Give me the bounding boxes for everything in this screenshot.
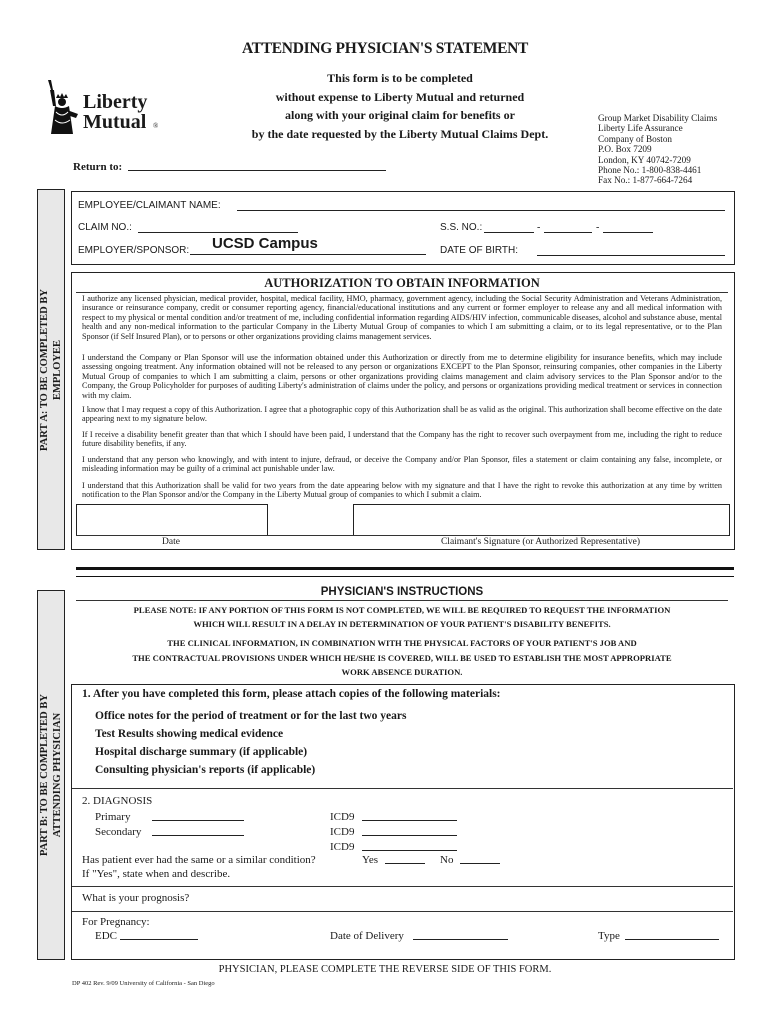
- ssn-part3-input[interactable]: [603, 220, 653, 233]
- authorization-paragraph: If I receive a disability benefit greater than that which I should have been paid, I understand that the Company has the right to recover such overpayment from me, including the right to reduce future disability benefits, if any.: [82, 430, 722, 449]
- intro-line: This form is to be completed: [327, 71, 473, 85]
- type-label: Type: [598, 930, 620, 942]
- part-a-side-label: [37, 189, 65, 550]
- claims-address: [598, 113, 717, 186]
- employer-value: UCSD Campus: [212, 235, 318, 252]
- physician-instructions-title: PHYSICIAN'S INSTRUCTIONS: [320, 586, 484, 598]
- dob-input[interactable]: [537, 243, 725, 256]
- diagnosis-heading: 2. DIAGNOSIS: [82, 795, 153, 807]
- section-divider: [76, 567, 734, 570]
- clinical-line: WORK ABSENCE DURATION.: [341, 667, 463, 677]
- signature-box[interactable]: [353, 504, 730, 536]
- authorization-paragraph: I understand that any person who knowingly, and with intent to injure, defraud, or deceive the Company and/or Plan Sponsor, files a statement or claim containing any false, incomplete, or misleading information may be guilty of a criminal act punishable under law.: [82, 455, 722, 474]
- clinical-line: THE CONTRACTUAL PROVISIONS UNDER WHICH HE/SHE IS COVERED, WILL BE USED TO ESTABLISH THE MOST APPROPRIATE: [132, 652, 672, 663]
- pregnancy-label: For Pregnancy:: [82, 916, 150, 928]
- claim-no-label: CLAIM NO.:: [78, 222, 132, 233]
- edc-input[interactable]: [120, 927, 198, 940]
- ssn-part2-input[interactable]: [544, 220, 592, 233]
- ssn-dash: -: [537, 222, 541, 233]
- authorization-paragraph: I understand the Company or Plan Sponsor will use the information obtained under this Authorization or directly from me to determine eligibility for insurance benefits, which may include assessing ongoing treatment. Any information obtained will not be released to any person or organizations EXCEPT to the Plan Sponsor, reinsuring companies, other companies in the Liberty Mutual Group of companies to which I am submitting a claim, persons or other organizations providing claims management and claim advisory services to the Plan Sponsor and/or to the Company, the Group Policyholder for purposes of auditing Liberty's administration of claims under the policy, and persons or organizations providing medical treatment or services in connection with my claim.: [82, 353, 722, 400]
- signature-row-rule: [76, 535, 728, 536]
- icd9-label: ICD9: [330, 811, 355, 823]
- ssn-label: S.S. NO.:: [440, 222, 483, 233]
- side-label-line: EMPLOYEE: [52, 339, 63, 400]
- dob-label: DATE OF BIRTH:: [440, 245, 518, 256]
- please-note: [71, 603, 733, 631]
- diagnosis-rule: [72, 886, 733, 887]
- registered-mark: ®: [153, 122, 159, 130]
- date-box[interactable]: [76, 504, 268, 536]
- instructions-rule: [76, 600, 728, 601]
- ssn-part1-input[interactable]: [484, 220, 534, 233]
- clinical-note: [71, 636, 733, 680]
- note-line: WHICH WILL RESULT IN A DELAY IN DETERMINATION OF YOUR PATIENT'S DISABILITY BENEFITS.: [193, 619, 611, 629]
- reverse-side-note: PHYSICIAN, PLEASE COMPLETE THE REVERSE SIDE OF THIS FORM.: [218, 964, 552, 975]
- authorization-paragraph: I know that I may request a copy of this Authorization. I agree that a photographic copy of this Authorization shall be as valid as the original. This authorization shall become effective on the date appearing next to my signature below.: [82, 405, 722, 424]
- delivery-date-input[interactable]: [413, 927, 508, 940]
- side-label-line: ATTENDING PHYSICIAN: [52, 712, 63, 838]
- primary-label: Primary: [95, 811, 131, 823]
- side-label-line: PART B: TO BE COMPLETED BY: [39, 694, 50, 856]
- authorization-title: AUTHORIZATION TO OBTAIN INFORMATION: [264, 276, 540, 290]
- address-line: Fax No.: 1-877-664-7264: [598, 175, 693, 186]
- intro-text: [200, 69, 600, 143]
- address-line: Liberty Life Assurance: [598, 123, 683, 134]
- list-item: Test Results showing medical evidence: [95, 728, 284, 740]
- yes-input[interactable]: [385, 851, 425, 864]
- return-to-label: Return to:: [73, 161, 123, 173]
- prognosis-rule: [72, 911, 733, 912]
- icd9-label: ICD9: [330, 841, 355, 853]
- section-divider-thin: [76, 576, 734, 577]
- clinical-line: THE CLINICAL INFORMATION, IN COMBINATION WITH THE PHYSICAL FACTORS OF YOUR PATIENT'S JOB AND: [167, 638, 637, 648]
- prognosis-question: What is your prognosis?: [82, 892, 190, 904]
- employer-label: EMPLOYER/SPONSOR:: [78, 245, 190, 256]
- address-line: P.O. Box 7209: [598, 144, 652, 155]
- liberty-mutual-logo: [40, 78, 170, 136]
- date-caption: Date: [162, 537, 180, 547]
- yes-label: Yes: [362, 854, 379, 866]
- intro-line: along with your original claim for benefits or: [285, 108, 515, 122]
- statue-of-liberty-icon: [40, 78, 82, 136]
- address-line: London, KY 40742-7209: [598, 154, 691, 165]
- address-line: Group Market Disability Claims: [598, 113, 718, 123]
- part-b-side-label: [37, 590, 65, 960]
- secondary-label: Secondary: [95, 826, 142, 838]
- icd9-label: ICD9: [330, 826, 355, 838]
- authorization-title-rule: [76, 292, 728, 293]
- if-yes-label: If "Yes", state when and describe.: [82, 868, 231, 880]
- logo-wordmark-liberty: Liberty: [83, 91, 148, 113]
- page-title: ATTENDING PHYSICIAN'S STATEMENT: [241, 40, 529, 57]
- edc-label: EDC: [95, 930, 117, 942]
- type-input[interactable]: [625, 927, 719, 940]
- authorization-paragraph: I understand that this Authorization shall be valid for two years from the date appearing below with my signature and that I have the right to revoke this authorization at any time by written notification to the Plan Sponsor and/or the Company in the Liberty Mutual group of companies to which I submit a claim.: [82, 481, 722, 500]
- materials-heading: 1. After you have completed this form, please attach copies of the following materials:: [82, 688, 501, 700]
- list-item: Consulting physician's reports (if applicable): [95, 764, 316, 776]
- ssn-dash: -: [596, 222, 600, 233]
- intro-line: by the date requested by the Liberty Mutual Claims Dept.: [251, 126, 549, 141]
- delivery-date-label: Date of Delivery: [330, 930, 404, 942]
- secondary-diagnosis-input[interactable]: [152, 823, 244, 836]
- authorization-paragraph: I authorize any licensed physician, medical provider, hospital, medical facility, HMO, pharmacy, government agency, including the Social Security Administration and Veterans Administration, insurance or reinsurance company, credit or consumer reporting agency, financial/educational institutions and any current or former employer to release any and all medical information with respect to my physical or mental condition and/or treatment of me, including confidential information regarding AIDS/HIV infection, communicable diseases, alcohol and substance abuse, mental health and any non-medical information to the particular Company in the Liberty Mutual Group of companies to which I am submitting a claim, or to its legal representative, or to the Plan Sponsor (if Self Insured Plan), or to persons or other organizations providing claims management services.: [82, 294, 722, 341]
- materials-list: [95, 710, 406, 782]
- materials-rule: [72, 788, 733, 789]
- no-input[interactable]: [460, 851, 500, 864]
- employer-field[interactable]: [190, 236, 426, 255]
- same-condition-question: Has patient ever had the same or a similar condition?: [82, 854, 316, 866]
- list-item: Office notes for the period of treatment or for the last two years: [95, 710, 407, 722]
- side-label-line: PART A: TO BE COMPLETED BY: [39, 288, 50, 451]
- claim-no-input[interactable]: [138, 220, 298, 233]
- icd9-input-2[interactable]: [362, 823, 457, 836]
- address-line: Phone No.: 1-800-838-4461: [598, 165, 702, 176]
- list-item: Hospital discharge summary (if applicable): [95, 746, 308, 758]
- employee-name-input[interactable]: [237, 198, 725, 211]
- employee-name-label: EMPLOYEE/CLAIMANT NAME:: [78, 200, 221, 211]
- no-label: No: [440, 854, 454, 866]
- address-line: Company of Boston: [598, 133, 673, 144]
- prognosis-input[interactable]: [200, 890, 725, 902]
- signature-caption: Claimant's Signature (or Authorized Representative): [440, 537, 641, 547]
- primary-diagnosis-input[interactable]: [152, 808, 244, 821]
- logo-wordmark-mutual: Mutual: [83, 111, 147, 133]
- icd9-input-3[interactable]: [362, 838, 457, 851]
- note-line: PLEASE NOTE: IF ANY PORTION OF THIS FORM IS NOT COMPLETED, WE WILL BE REQUIRED TO REQUEST THE INFORMATION: [133, 605, 671, 615]
- intro-line: without expense to Liberty Mutual and returned: [275, 89, 525, 104]
- return-to-input[interactable]: [128, 158, 386, 171]
- form-code: DP 402 Rev. 9/09 University of California - San Diego: [72, 980, 215, 987]
- icd9-input-1[interactable]: [362, 808, 457, 821]
